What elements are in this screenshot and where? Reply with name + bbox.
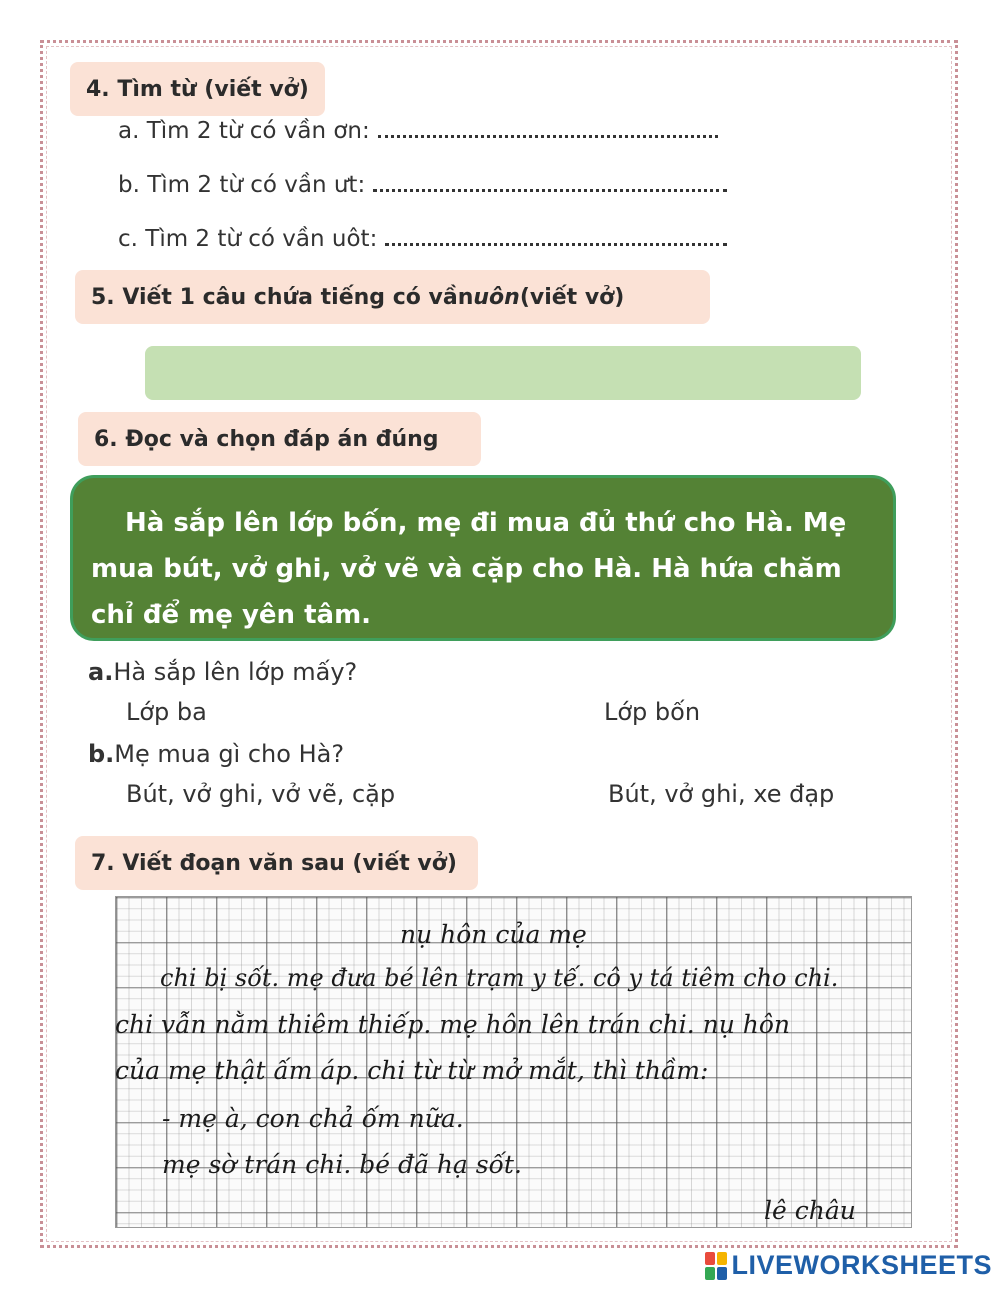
exercise-5-heading: [75, 270, 710, 324]
handwriting-author: lê châu: [764, 1196, 856, 1225]
logo-text: LIVEWORKSHEETS: [731, 1250, 992, 1280]
exercise-6-title: 6. Đọc và chọn đáp án đúng: [94, 426, 439, 452]
exercise-4-title: 4. Tìm từ (viết vở): [86, 76, 309, 102]
question-b-option-2[interactable]: Bút, vở ghi, xe đạp: [608, 780, 835, 808]
question-a: [88, 658, 357, 686]
exercise-4-item-c-label: c. Tìm 2 từ có vần uôt:: [118, 226, 378, 252]
exercise-7-heading: [75, 836, 478, 890]
handwriting-line-1: chi bị sốt. mẹ đưa bé lên trạm y tế. cô y tá tiêm cho chi.: [160, 964, 839, 992]
exercise-4-item-a: [118, 118, 718, 144]
exercise-5-title-italic: uôn: [473, 284, 520, 310]
exercise-5-title-suffix: (viết vở): [519, 284, 625, 310]
question-a-option-2[interactable]: Lớp bốn: [604, 698, 701, 726]
reading-passage: Hà sắp lên lớp bốn, mẹ đi mua đủ thứ cho Hà. Mẹ mua bút, vở ghi, vở vẽ và cặp cho Hà. Hà hứa chăm chỉ để mẹ yên tâm.: [70, 475, 896, 641]
question-a-option-1[interactable]: Lớp ba: [126, 698, 207, 726]
handwriting-line-4: - mẹ à, con chả ốm nữa.: [162, 1104, 464, 1133]
answer-dotted-line: [385, 242, 727, 246]
handwriting-line-5: mẹ sờ trán chi. bé đã hạ sốt.: [162, 1150, 522, 1179]
question-b-letter: b.: [88, 740, 115, 768]
answer-dotted-line: [378, 134, 718, 138]
exercise-5-title-prefix: 5. Viết 1 câu chứa tiếng có vần: [91, 284, 474, 310]
exercise-7-title: 7. Viết đoạn văn sau (viết vở): [91, 850, 457, 876]
exercise-4-item-b: [118, 172, 727, 198]
exercise-4-item-b-label: b. Tìm 2 từ có vần ưt:: [118, 172, 366, 198]
liveworksheets-logo-icon: [705, 1252, 727, 1280]
question-b: [88, 740, 344, 768]
handwriting-line-3: của mẹ thật ấm áp. chi từ từ mở mắt, thì thầm:: [115, 1056, 709, 1085]
question-b-text: Mẹ mua gì cho Hà?: [114, 740, 345, 768]
exercise-5-answer-box[interactable]: [145, 346, 861, 400]
question-b-option-1[interactable]: Bút, vở ghi, vở vẽ, cặp: [126, 780, 396, 808]
exercise-4-item-a-label: a. Tìm 2 từ có vần ơn:: [118, 118, 370, 144]
exercise-4-item-c: [118, 226, 727, 252]
handwriting-line-2: chi vẫn nằm thiêm thiếp. mẹ hôn lên trán chi. nụ hôn: [115, 1010, 791, 1039]
liveworksheets-logo[interactable]: [705, 1250, 992, 1281]
question-a-text: Hà sắp lên lớp mấy?: [113, 658, 358, 686]
answer-dotted-line: [373, 188, 727, 192]
question-a-letter: a.: [88, 658, 114, 686]
handwriting-title: nụ hôn của mẹ: [400, 920, 587, 949]
exercise-6-heading: [78, 412, 481, 466]
exercise-4-heading: [70, 62, 325, 116]
